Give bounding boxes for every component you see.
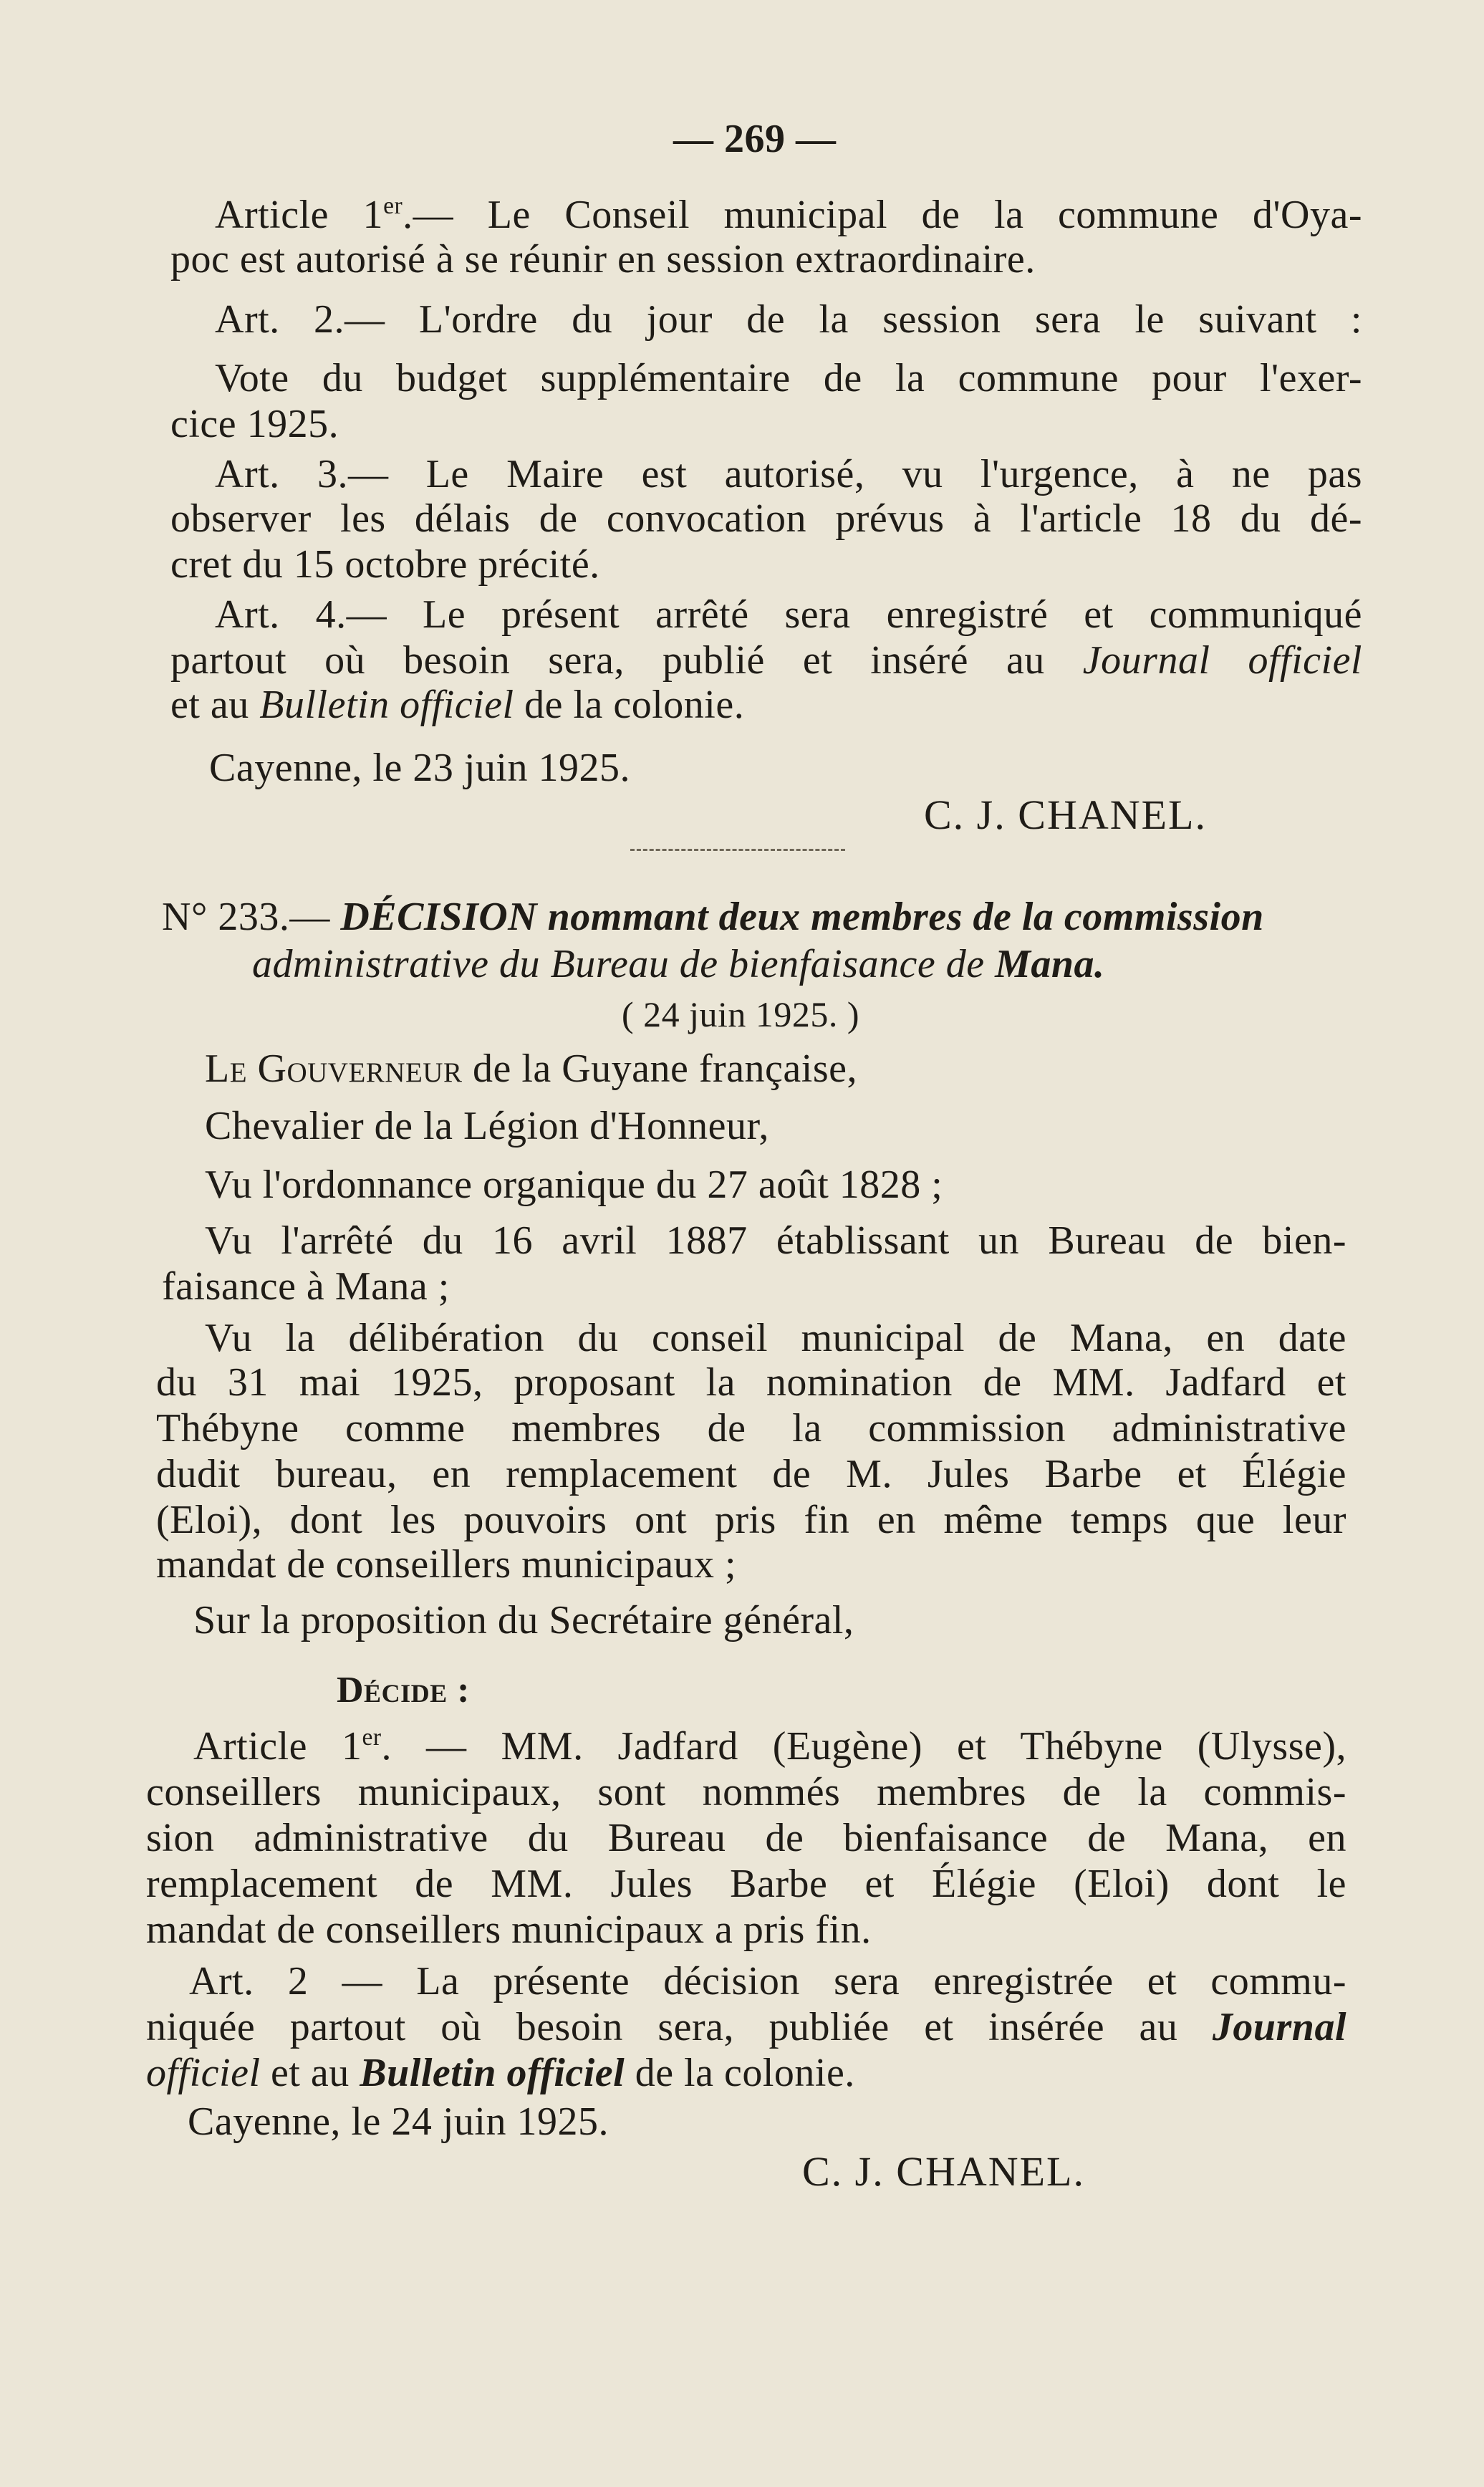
arrete-article-4-line-2: partout où besoin sera, publié et inséré au Journal officiel	[170, 638, 1362, 683]
decision-proposition: Sur la proposition du Secrétaire général,	[193, 1598, 854, 1642]
arrete-article-3-line-2: observer les délais de convocation prévus à l'article 18 du dé-	[170, 496, 1362, 541]
decision-vu-3-line-5: (Eloi), dont les pouvoirs ont pris fin en même temps que leur	[156, 1498, 1346, 1542]
arrete-article-4-line-3: et au Bulletin officiel de la colonie.	[170, 683, 745, 727]
decision-vu-3-line-2: du 31 mai 1925, proposant la nomination de MM. Jadfard et	[156, 1360, 1346, 1405]
arrete-article-3-line-1: Art. 3.— Le Maire est autorisé, vu l'urgence, à ne pas	[215, 452, 1362, 496]
arrete-article-1-line-2: poc est autorisé à se réunir en session extraordinaire.	[170, 237, 1036, 282]
arrete-article-2-item-line-1: Vote du budget supplémentaire de la commune pour l'exer-	[215, 356, 1362, 400]
arrete-article-4-line-1: Art. 4.— Le présent arrêté sera enregistré et communiqué	[215, 592, 1362, 637]
decision-article-2-line-1: Art. 2 — La présente décision sera enregistrée et commu-	[189, 1959, 1346, 2003]
decision-article-2-line-3: officiel et au Bulletin officiel de la colonie.	[146, 2051, 855, 2095]
decision-vu-2-line-1: Vu l'arrêté du 16 avril 1887 établissant un Bureau de bien-	[205, 1218, 1346, 1263]
decision-vu-2-line-2: faisance à Mana ;	[162, 1264, 450, 1309]
decision-vu-3-line-1: Vu la délibération du conseil municipal de Mana, en date	[205, 1316, 1346, 1360]
decision-place-date: Cayenne, le 24 juin 1925.	[188, 2099, 609, 2144]
arrete-article-2-item-line-2: cice 1925.	[170, 402, 339, 446]
decision-signature: C. J. CHANEL.	[802, 2148, 1085, 2195]
decision-decide: Décide :	[337, 1670, 470, 1711]
decision-date: ( 24 juin 1925. )	[622, 994, 860, 1034]
decision-vu-3-line-3: Thébyne comme membres de la commission administrative	[156, 1406, 1346, 1451]
decision-article-1-line-2: conseillers municipaux, sont nommés membres de la commis-	[146, 1770, 1346, 1814]
arrete-signature: C. J. CHANEL.	[924, 792, 1207, 838]
decision-article-1-line-4: remplacement de MM. Jules Barbe et Élégie (Eloi) dont le	[146, 1862, 1346, 1906]
section-separator	[630, 849, 845, 851]
decision-governor: Le Gouverneur de la Guyane française,	[205, 1047, 857, 1091]
decision-title-line-2: administrative du Bureau de bienfaisance de Mana.	[252, 942, 1105, 986]
arrete-article-3-line-3: cret du 15 octobre précité.	[170, 542, 600, 587]
decision-vu-3-line-4: dudit bureau, en remplacement de M. Jules Barbe et Élégie	[156, 1452, 1346, 1496]
arrete-article-2: Art. 2.— L'ordre du jour de la session sera le suivant :	[215, 297, 1362, 342]
page-number: — 269 —	[673, 117, 837, 161]
decision-article-1-line-3: sion administrative du Bureau de bienfaisance de Mana, en	[146, 1816, 1346, 1860]
decision-article-1-line-5: mandat de conseillers municipaux a pris fin.	[146, 1908, 872, 1952]
arrete-article-1-line-1: Article 1er.— Le Conseil municipal de la commune d'Oya-	[215, 192, 1362, 237]
decision-article-1-line-1: Article 1er. — MM. Jadfard (Eugène) et Thébyne (Ulysse),	[193, 1723, 1346, 1769]
decision-title-line-1: N° 233.— DÉCISION nommant deux membres de la commission	[162, 895, 1264, 939]
decision-vu-1: Vu l'ordonnance organique du 27 août 1828 ;	[205, 1163, 943, 1207]
decision-chevalier: Chevalier de la Légion d'Honneur,	[205, 1104, 769, 1148]
arrete-place-date: Cayenne, le 23 juin 1925.	[209, 746, 630, 790]
decision-article-2-line-2: niquée partout où besoin sera, publiée et insérée au Journal	[146, 2005, 1346, 2049]
decision-vu-3-line-6: mandat de conseillers municipaux ;	[156, 1542, 737, 1587]
